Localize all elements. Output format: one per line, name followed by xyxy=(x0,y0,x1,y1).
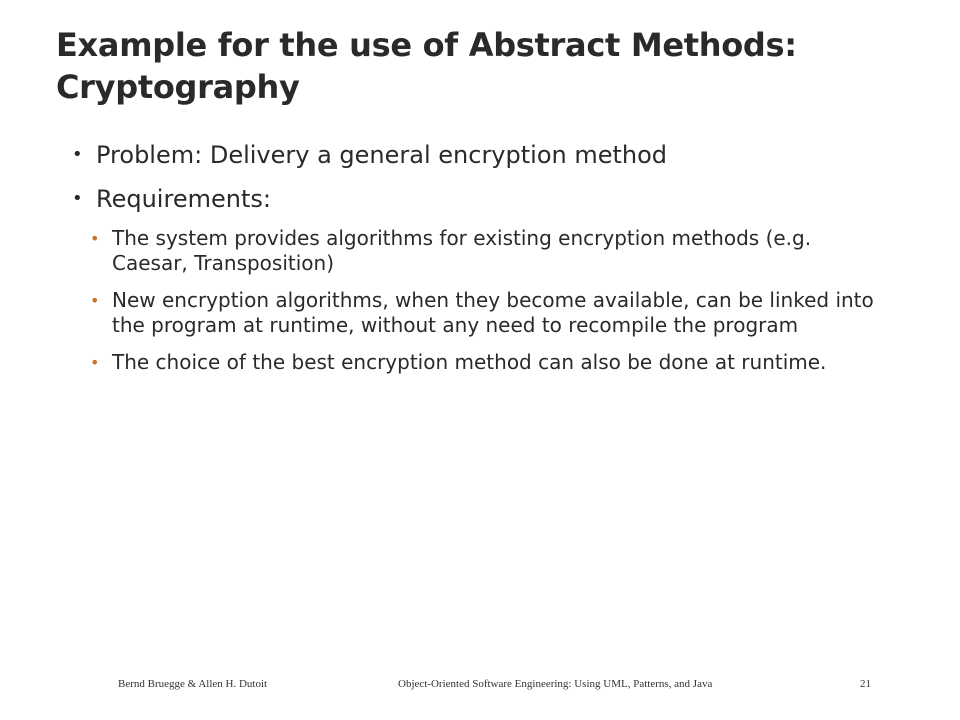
sub-bullet-dot-icon: • xyxy=(90,353,100,372)
sub-bullet-choice-at-runtime xyxy=(90,350,892,375)
requirements-sub-list xyxy=(72,226,892,375)
bullet-dot-icon: • xyxy=(72,188,83,209)
bullet-dot-icon: • xyxy=(72,144,83,165)
slide-title-line-1: Example for the use of Abstract Methods: xyxy=(56,26,797,64)
sub-bullet-text: New encryption algorithms, when they become available, can be linked into the program at runtime, without any need to recompile the program xyxy=(112,288,874,337)
footer-authors: Bernd Bruegge & Allen H. Dutoit xyxy=(118,678,268,690)
slide-title-line-2: Cryptography xyxy=(56,68,300,106)
sub-bullet-dot-icon: • xyxy=(90,229,100,248)
bullet-list xyxy=(72,138,892,387)
footer-page-number: 21 xyxy=(860,678,871,690)
sub-bullet-new-algorithms xyxy=(90,288,892,338)
sub-bullet-dot-icon: • xyxy=(90,291,100,310)
sub-bullet-text: The choice of the best encryption method can also be done at runtime. xyxy=(112,350,827,374)
bullet-problem-text: Problem: Delivery a general encryption method xyxy=(96,141,668,169)
footer-book-title: Object-Oriented Software Engineering: Using UML, Patterns, and Java xyxy=(398,678,713,690)
sub-bullet-text: The system provides algorithms for existing encryption methods (e.g. Caesar, Transposition) xyxy=(112,226,812,275)
bullet-problem xyxy=(72,138,892,172)
bullet-requirements-text: Requirements: xyxy=(96,185,271,213)
bullet-requirements xyxy=(72,182,892,375)
slide-title xyxy=(56,24,936,108)
sub-bullet-existing-algorithms xyxy=(90,226,892,276)
